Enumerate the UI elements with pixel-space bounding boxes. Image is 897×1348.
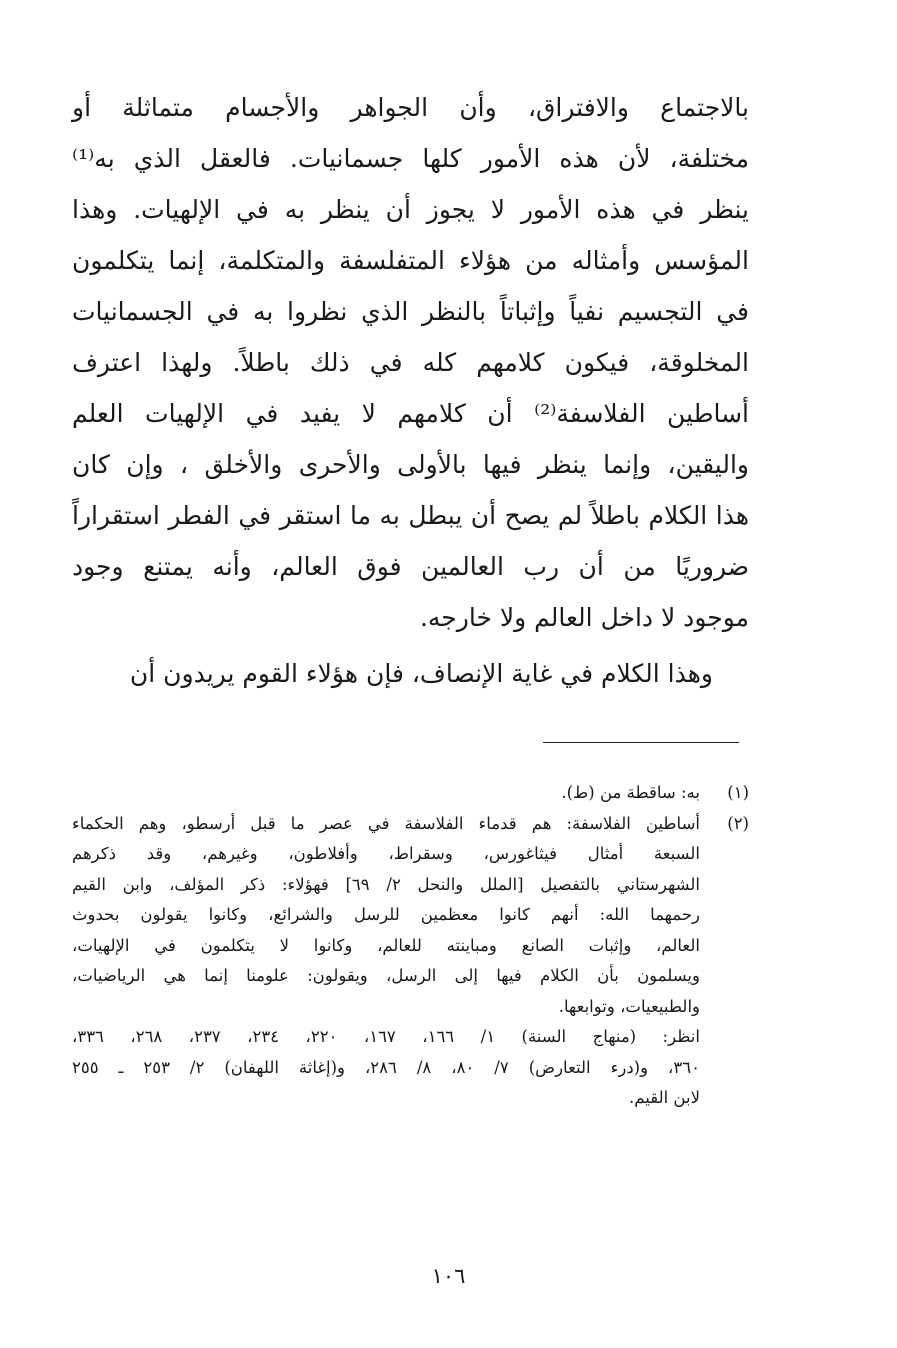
footnote-2-line: العالم، وإثبات الصانع ومباينته للعالم، وكانوا لا يتكلمون في الإلهيات، [72,935,700,955]
text-line: المخلوقة، فيكون كلامهم كله في ذلك باطلاً. ولهذا اعترف [72,348,749,377]
footnote-text: به: ساقطة من (ط). [561,783,700,802]
footnote-2-line: والطبيعيات، وتوابعها. [558,996,700,1016]
footnotes [72,778,749,1114]
text-line: المؤسس وأمثاله من هؤلاء المتفلسفة والمتكلمة، إنما يتكلمون [72,246,749,275]
footnote-2-line: ٣٦٠، و(درء التعارض) ٧/ ٨٠، ٨/ ٢٨٦، و(إغاثة اللهفان) ٢/ ٢٥٣ ـ ٢٥٥ [72,1057,700,1077]
footnote-2-line [72,809,749,840]
footnote-2-line: ويسلمون بأن الكلام فيها إلى الرسل، ويقولون: علومنا إنما هي الرياضيات، [72,966,700,985]
text-line: واليقين، وإنما ينظر فيها بالأولى والأحرى والأخلق ، وإن كان [72,450,749,479]
text-line: ينظر في هذه الأمور لا يجوز أن ينظر به في الإلهيات. وهذا [72,195,749,224]
footnote-1 [72,778,749,809]
paragraph-start-line: وهذا الكلام في غاية الإنصاف، فإن هؤلاء القوم يريدون أن [129,659,713,688]
footnote-number: (١) [727,783,749,802]
text-line: ضروريًا من أن رب العالمين فوق العالم، وأنه يمتنع وجود [72,552,749,581]
footnote-number: (٢) [727,813,749,833]
footnote-2-line: الشهرستاني بالتفصيل [الملل والنحل ٢/ ٦٩] فهؤلاء: ذكر المؤلف، وابن القيم [72,874,700,894]
footnote-2-line: انظر: (منهاج السنة) ١/ ١٦٦، ١٦٧، ٢٢٠، ٢٣٤، ٢٣٧، ٢٦٨، ٣٣٦، [72,1027,700,1046]
footnote-text: أساطين الفلاسفة: هم قدماء الفلاسفة في عصر ما قبل أرسطو، وهم الحكماء [72,813,700,833]
text-line: مختلفة، لأن هذه الأمور كلها جسمانيات. فالعقل الذي به⁽¹⁾ [72,144,749,173]
text-line: موجود لا داخل العالم ولا خارجه. [419,603,749,632]
footnote-2-line: رحمهما الله: أنهم كانوا معظمين للرسل والشرائع، وكانوا يقولون بحدوث [72,905,700,924]
text-line: في التجسيم نفياً وإثباتاً بالنظر الذي نظروا به في الجسمانيات [72,297,749,326]
text-line: هذا الكلام باطلاً لم يصح أن يبطل به ما استقر في الفطر استقراراً [72,501,749,530]
text-line: بالاجتماع والافتراق، وأن الجواهر والأجسام متماثلة أو [72,93,749,122]
text-line: أساطين الفلاسفة⁽²⁾ أن كلامهم لا يفيد في الإلهيات العلم [72,399,749,428]
footnote-separator [543,742,739,743]
main-text [72,82,749,699]
footnote-2-line: السبعة أمثال فيثاغورس، وسقراط، وأفلاطون، وغيرهم، وقد ذكرهم [72,844,700,863]
footnote-2-line: لابن القيم. [629,1088,700,1107]
page-number: ١٠٦ [431,1264,466,1288]
